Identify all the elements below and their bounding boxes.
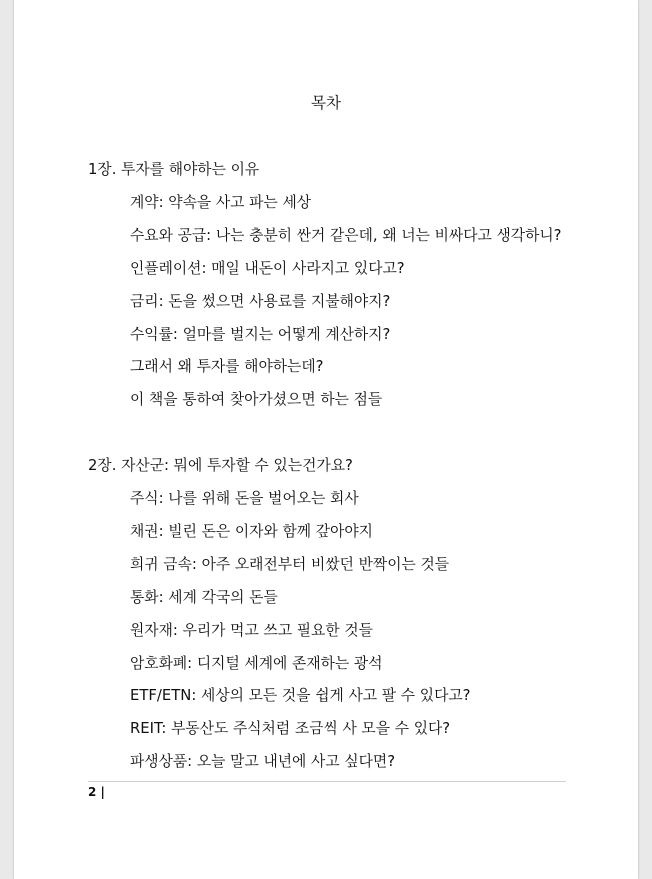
- footer-divider: [88, 781, 566, 782]
- toc-entry-2-9: 파생상품: 오늘 말고 내년에 사고 싶다면?: [130, 753, 396, 770]
- toc-entry-1-6: 그래서 왜 투자를 해야하는데?: [130, 358, 324, 375]
- toc-entry-1-4: 금리: 돈을 썼으면 사용료를 지불해야지?: [130, 293, 391, 310]
- toc-entry-2-6: 암호화폐: 디지털 세계에 존재하는 광석: [130, 655, 383, 672]
- toc-entry-1-3: 인플레이션: 매일 내돈이 사라지고 있다고?: [130, 260, 405, 277]
- document-page: [14, 0, 638, 879]
- chapter-2-heading: 2장. 자산군: 뭐에 투자할 수 있는건가요?: [88, 457, 353, 474]
- toc-entry-2-1: 주식: 나를 위해 돈을 벌어오는 회사: [130, 490, 359, 507]
- toc-entry-2-8: REIT: 부동산도 주식처럼 조금씩 사 모을 수 있다?: [130, 720, 451, 737]
- page-title: 목차: [311, 94, 341, 112]
- page-number: 2 |: [88, 785, 105, 799]
- toc-entry-1-5: 수익률: 얼마를 벌지는 어떻게 계산하지?: [130, 326, 391, 343]
- toc-entry-1-1: 계약: 약속을 사고 파는 세상: [130, 194, 312, 211]
- toc-entry-2-7: ETF/ETN: 세상의 모든 것을 쉽게 사고 팔 수 있다고?: [130, 687, 471, 704]
- toc-entry-1-7: 이 책을 통하여 찾아가셨으면 하는 점들: [130, 391, 383, 408]
- toc-entry-2-2: 채권: 빌린 돈은 이자와 함께 갚아야지: [130, 523, 373, 540]
- chapter-1-heading: 1장. 투자를 해야하는 이유: [88, 161, 260, 178]
- toc-entry-2-5: 원자재: 우리가 먹고 쓰고 필요한 것들: [130, 622, 373, 639]
- toc-entry-1-2: 수요와 공급: 나는 충분히 싼거 같은데, 왜 너는 비싸다고 생각하니?: [130, 227, 562, 244]
- toc-entry-2-3: 희귀 금속: 아주 오래전부터 비쌌던 반짝이는 것들: [130, 556, 450, 573]
- toc-entry-2-4: 통화: 세계 각국의 돈들: [130, 589, 278, 606]
